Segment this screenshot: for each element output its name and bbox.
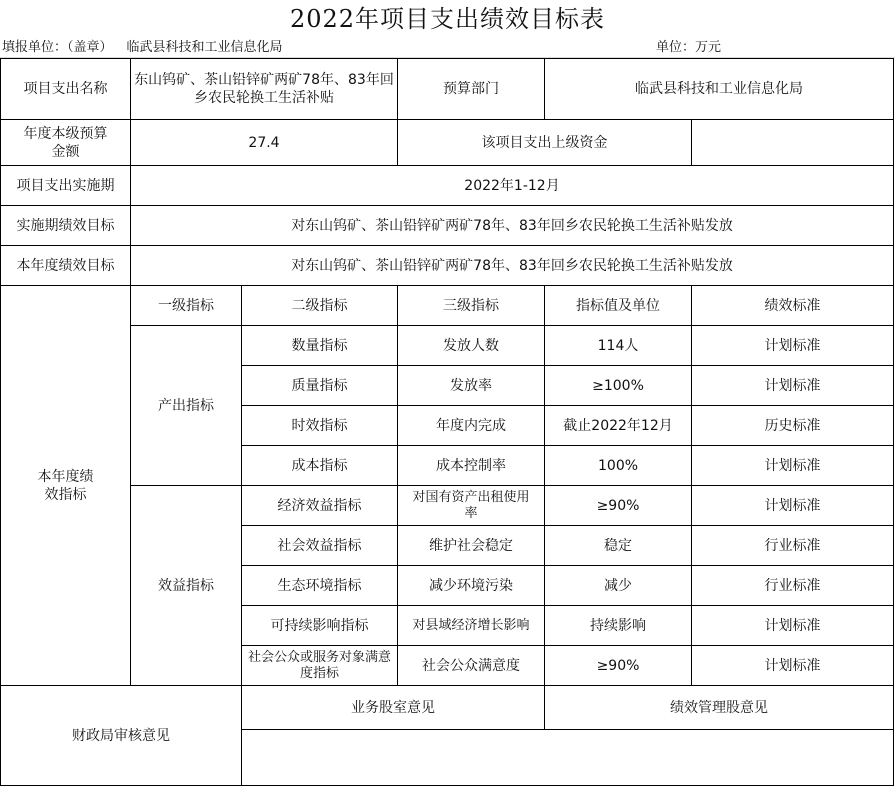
level3-cell: 对国有资产出租使用率 [398,486,545,526]
budget-dept-value: 临武县科技和工业信息化局 [545,59,894,120]
year-goal-value: 对东山钨矿、茶山铅锌矿两矿78年、83年回乡农民轮换工生活补贴发放 [131,246,894,286]
year-goal-label: 本年度绩效目标 [1,246,131,286]
impl-goal-row [1,206,894,246]
level1-output: 产出指标 [131,326,242,486]
header-level2: 二级指标 [242,286,398,326]
project-name-value: 东山钨矿、茶山铅锌矿两矿78年、83年回乡农民轮换工生活补贴 [131,59,398,120]
period-row [1,166,894,206]
header-standard: 绩效标准 [692,286,894,326]
value-cell: 100% [545,446,692,486]
impl-goal-value: 对东山钨矿、茶山铅锌矿两矿78年、83年回乡农民轮换工生活补贴发放 [131,206,894,246]
indicator-header-row [1,286,894,326]
level3-cell: 对县域经济增长影响 [398,606,545,646]
standard-cell: 行业标准 [692,566,894,606]
level3-cell: 成本控制率 [398,446,545,486]
superior-fund-label: 该项目支出上级资金 [398,120,692,166]
level2-cell: 可持续影响指标 [242,606,398,646]
review-header-row [1,686,894,730]
level3-cell: 维护社会稳定 [398,526,545,566]
budget-row [1,120,894,166]
unit-label: 单位：万元 [656,40,722,55]
finance-review-label: 财政局审核意见 [1,686,242,786]
standard-cell: 计划标准 [692,486,894,526]
value-cell: 114人 [545,326,692,366]
standard-cell: 计划标准 [692,446,894,486]
level3-cell: 减少环境污染 [398,566,545,606]
header-value: 指标值及单位 [545,286,692,326]
value-cell: 稳定 [545,526,692,566]
level2-cell: 时效指标 [242,406,398,446]
standard-cell: 计划标准 [692,606,894,646]
header-level3: 三级指标 [398,286,545,326]
period-label: 项目支出实施期 [1,166,131,206]
value-cell: ≥100% [545,366,692,406]
level2-cell: 社会公众或服务对象满意度指标 [242,646,398,686]
level3-cell: 年度内完成 [398,406,545,446]
review-opinion-blank[interactable] [242,730,894,786]
table-row [1,486,894,526]
impl-goal-label: 实施期绩效目标 [1,206,131,246]
project-name-row [1,59,894,120]
standard-cell: 历史标准 [692,406,894,446]
budget-amount-value: 27.4 [131,120,398,166]
standard-cell: 行业标准 [692,526,894,566]
level3-cell: 发放率 [398,366,545,406]
level2-cell: 社会效益指标 [242,526,398,566]
business-opinion-label: 业务股室意见 [242,686,545,730]
indicator-section-label: 本年度绩效指标 [1,286,131,686]
value-cell: ≥90% [545,646,692,686]
value-cell: 减少 [545,566,692,606]
value-cell: 截止2022年12月 [545,406,692,446]
budget-dept-label: 预算部门 [398,59,545,120]
standard-cell: 计划标准 [692,366,894,406]
table-row [1,326,894,366]
level2-cell: 经济效益指标 [242,486,398,526]
reporting-unit-line [2,38,283,58]
value-cell: ≥90% [545,486,692,526]
level2-cell: 数量指标 [242,326,398,366]
level2-cell: 成本指标 [242,446,398,486]
superior-fund-value [692,120,894,166]
reporting-unit-label: 填报单位：（盖章） [2,40,113,55]
level3-cell: 社会公众满意度 [398,646,545,686]
page-title: 2022年项目支出绩效目标表 [289,5,606,33]
standard-cell: 计划标准 [692,646,894,686]
level2-cell: 质量指标 [242,366,398,406]
budget-amount-label: 年度本级预算金额 [1,120,131,166]
reporting-unit-value: 临武县科技和工业信息化局 [126,40,283,55]
period-value: 2022年1-12月 [131,166,894,206]
project-name-label: 项目支出名称 [1,59,131,120]
level1-benefit: 效益指标 [131,486,242,686]
level3-cell: 发放人数 [398,326,545,366]
perf-opinion-label: 绩效管理股意见 [545,686,894,730]
standard-cell: 计划标准 [692,326,894,366]
performance-table [0,58,894,786]
value-cell: 持续影响 [545,606,692,646]
header-level1: 一级指标 [131,286,242,326]
year-goal-row [1,246,894,286]
level2-cell: 生态环境指标 [242,566,398,606]
